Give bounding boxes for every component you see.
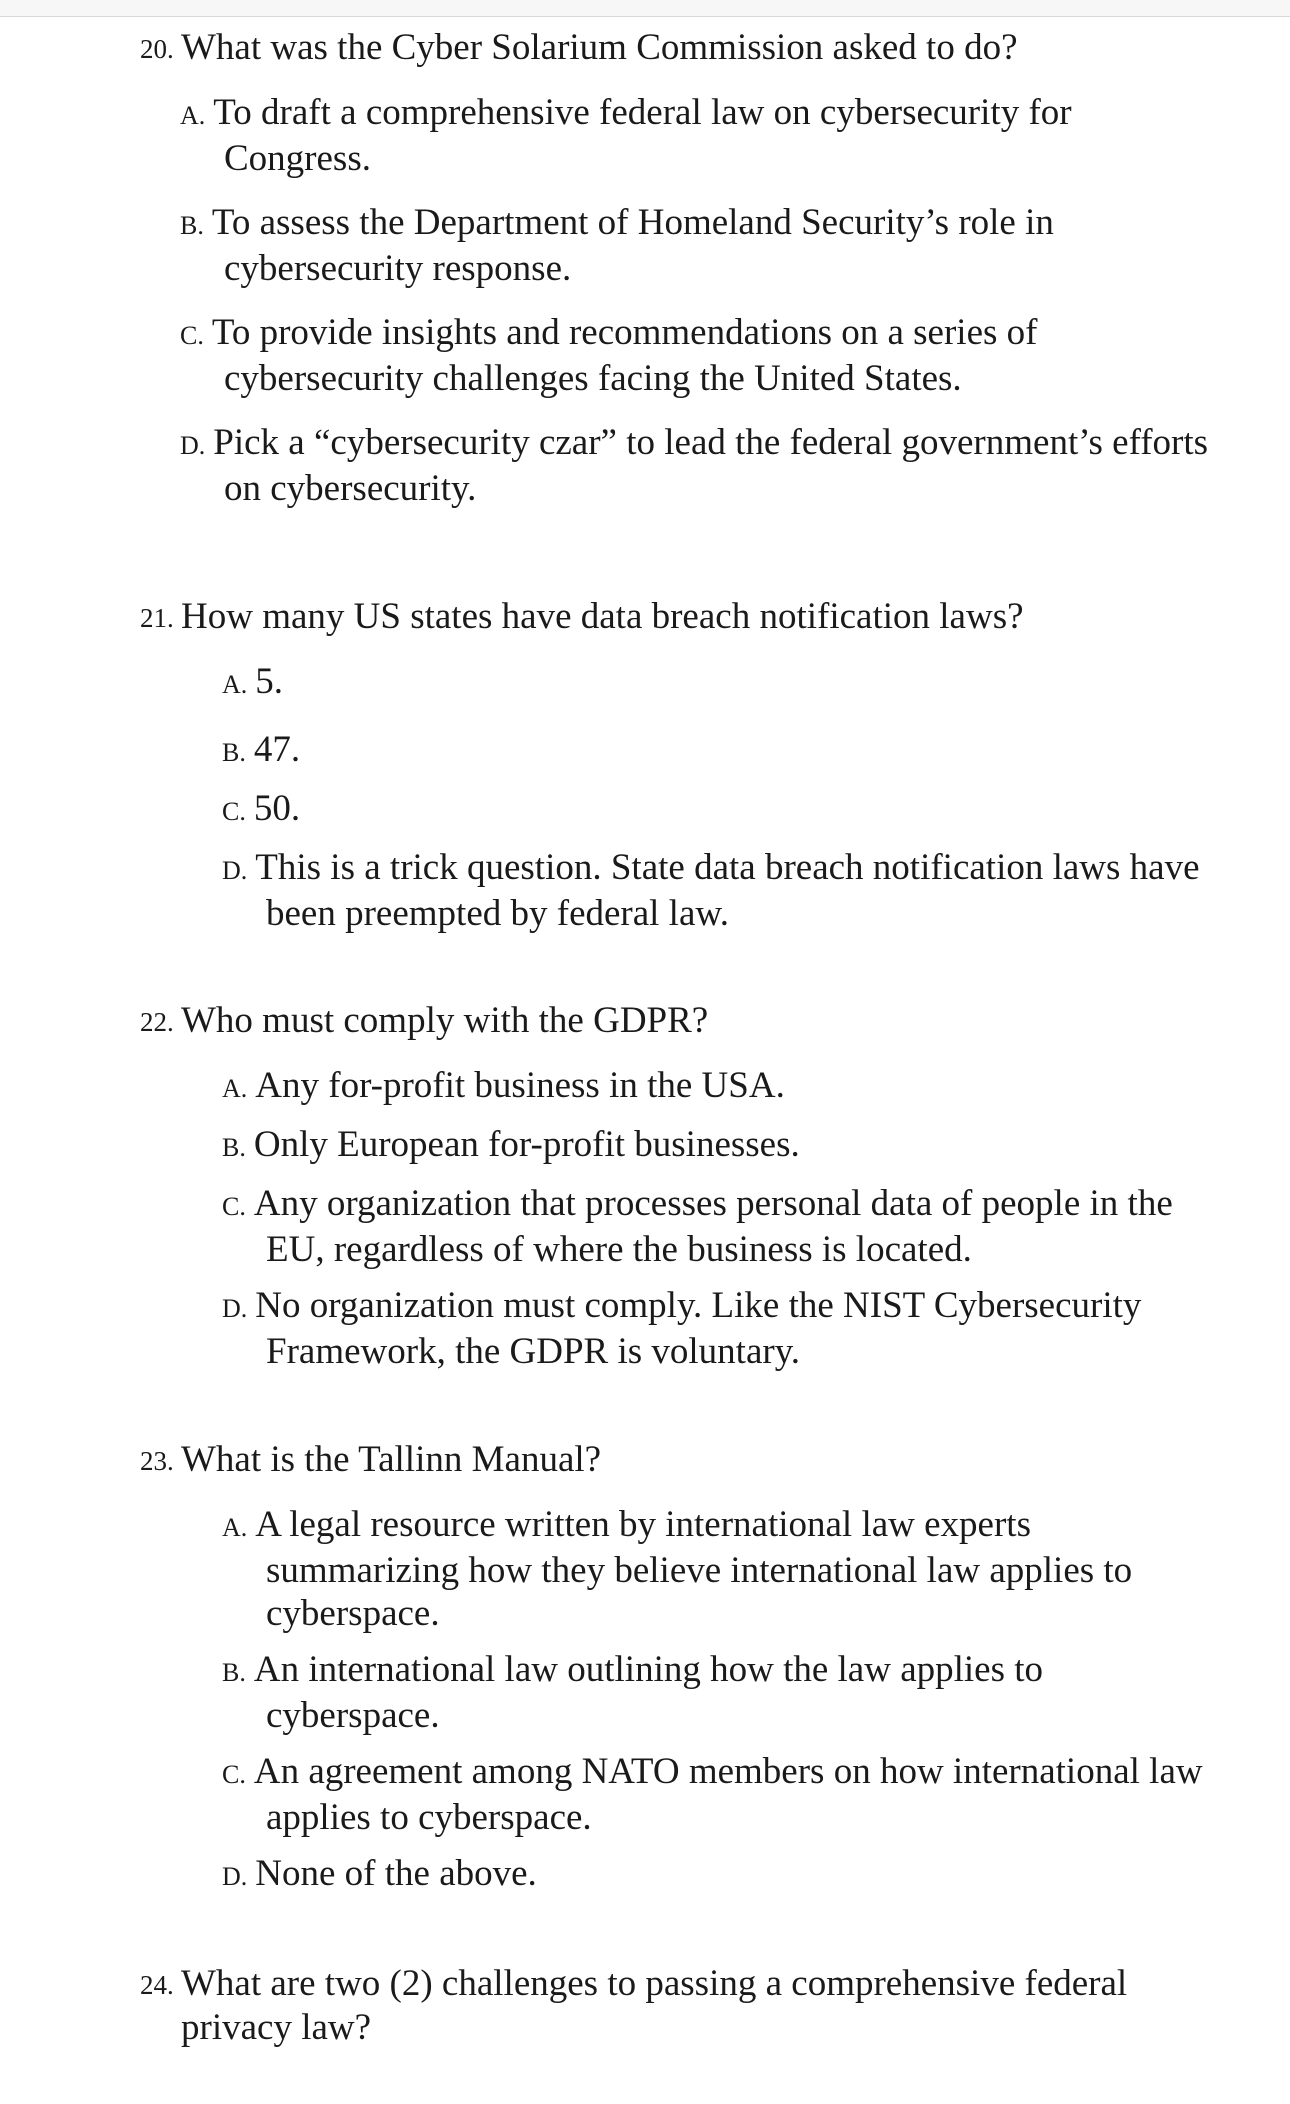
option-c xyxy=(222,787,1210,833)
option-text: An international law outlining how the law applies to cyberspace. xyxy=(253,1649,1044,1736)
question-number: 20. xyxy=(140,34,174,64)
option-text: To draft a comprehensive federal law on cybersecurity for Congress. xyxy=(213,92,1072,179)
question-stem xyxy=(140,999,1210,1043)
question-stem xyxy=(140,1962,1210,2050)
option-letter: C. xyxy=(222,1760,246,1789)
option-letter: C. xyxy=(180,321,204,350)
option-letter: B. xyxy=(180,211,204,240)
option-letter: C. xyxy=(222,1192,246,1221)
option-c xyxy=(222,1750,1210,1839)
option-text: Any for-profit business in the USA. xyxy=(255,1065,785,1106)
option-text: A legal resource written by international law experts summarizing how they believe international law applies to cyberspace. xyxy=(255,1504,1133,1634)
option-text: Any organization that processes personal data of people in the EU, regardless of where the business is located. xyxy=(253,1183,1173,1270)
option-letter: B. xyxy=(222,1658,246,1687)
option-text: 47. xyxy=(253,729,301,770)
question-23 xyxy=(140,1438,1210,1898)
option-d xyxy=(222,1852,1210,1898)
option-text: This is a trick question. State data breach notification laws have been preempted by federal law. xyxy=(255,847,1200,934)
option-letter: D. xyxy=(180,431,206,460)
question-24 xyxy=(140,1962,1210,2050)
option-text: Only European for-profit businesses. xyxy=(253,1124,800,1165)
question-number: 23. xyxy=(140,1446,174,1476)
option-letter: D. xyxy=(222,1294,248,1323)
option-letter: D. xyxy=(222,1862,248,1891)
option-d xyxy=(222,1284,1210,1373)
question-text: Who must comply with the GDPR? xyxy=(181,1000,709,1041)
option-letter: D. xyxy=(222,856,248,885)
option-letter: C. xyxy=(222,797,246,826)
question-text: What is the Tallinn Manual? xyxy=(181,1439,602,1480)
option-c xyxy=(180,311,1210,400)
option-a xyxy=(222,1503,1210,1635)
option-b xyxy=(180,201,1210,290)
question-number: 22. xyxy=(140,1007,174,1037)
option-text: Pick a “cybersecurity czar” to lead the federal government’s efforts on cybersecurity. xyxy=(213,422,1209,509)
option-text: To provide insights and recommendations on a series of cybersecurity challenges facing the United States. xyxy=(211,312,1038,399)
option-letter: A. xyxy=(222,1074,248,1103)
option-d xyxy=(180,421,1210,510)
option-text: To assess the Department of Homeland Security’s role in cybersecurity response. xyxy=(211,202,1054,289)
option-letter: B. xyxy=(222,738,246,767)
question-21 xyxy=(140,595,1210,935)
option-d xyxy=(222,846,1210,935)
option-b xyxy=(222,1648,1210,1737)
option-b xyxy=(222,728,1210,774)
question-text: What are two (2) challenges to passing a comprehensive federal privacy law? xyxy=(181,1963,1128,2048)
option-text: An agreement among NATO members on how international law applies to cyberspace. xyxy=(253,1751,1203,1838)
question-stem xyxy=(140,595,1210,639)
top-border xyxy=(0,0,1290,17)
question-text: How many US states have data breach notification laws? xyxy=(181,596,1024,637)
question-text: What was the Cyber Solarium Commission asked to do? xyxy=(181,27,1018,68)
question-number: 21. xyxy=(140,603,174,633)
option-a xyxy=(180,91,1210,180)
option-text: No organization must comply. Like the NIST Cybersecurity Framework, the GDPR is voluntary. xyxy=(255,1285,1142,1372)
option-c xyxy=(222,1182,1210,1271)
option-text: 50. xyxy=(253,788,301,829)
question-stem xyxy=(140,26,1210,70)
option-a xyxy=(222,1064,1210,1110)
option-text: 5. xyxy=(255,661,284,702)
option-letter: A. xyxy=(222,1513,248,1542)
option-a xyxy=(222,660,1210,706)
question-22 xyxy=(140,999,1210,1373)
option-letter: B. xyxy=(222,1133,246,1162)
option-text: None of the above. xyxy=(255,1853,537,1894)
question-stem xyxy=(140,1438,1210,1482)
question-20 xyxy=(140,26,1210,510)
option-letter: A. xyxy=(180,101,206,130)
question-number: 24. xyxy=(140,1970,174,2000)
option-letter: A. xyxy=(222,670,248,699)
option-b xyxy=(222,1123,1210,1169)
